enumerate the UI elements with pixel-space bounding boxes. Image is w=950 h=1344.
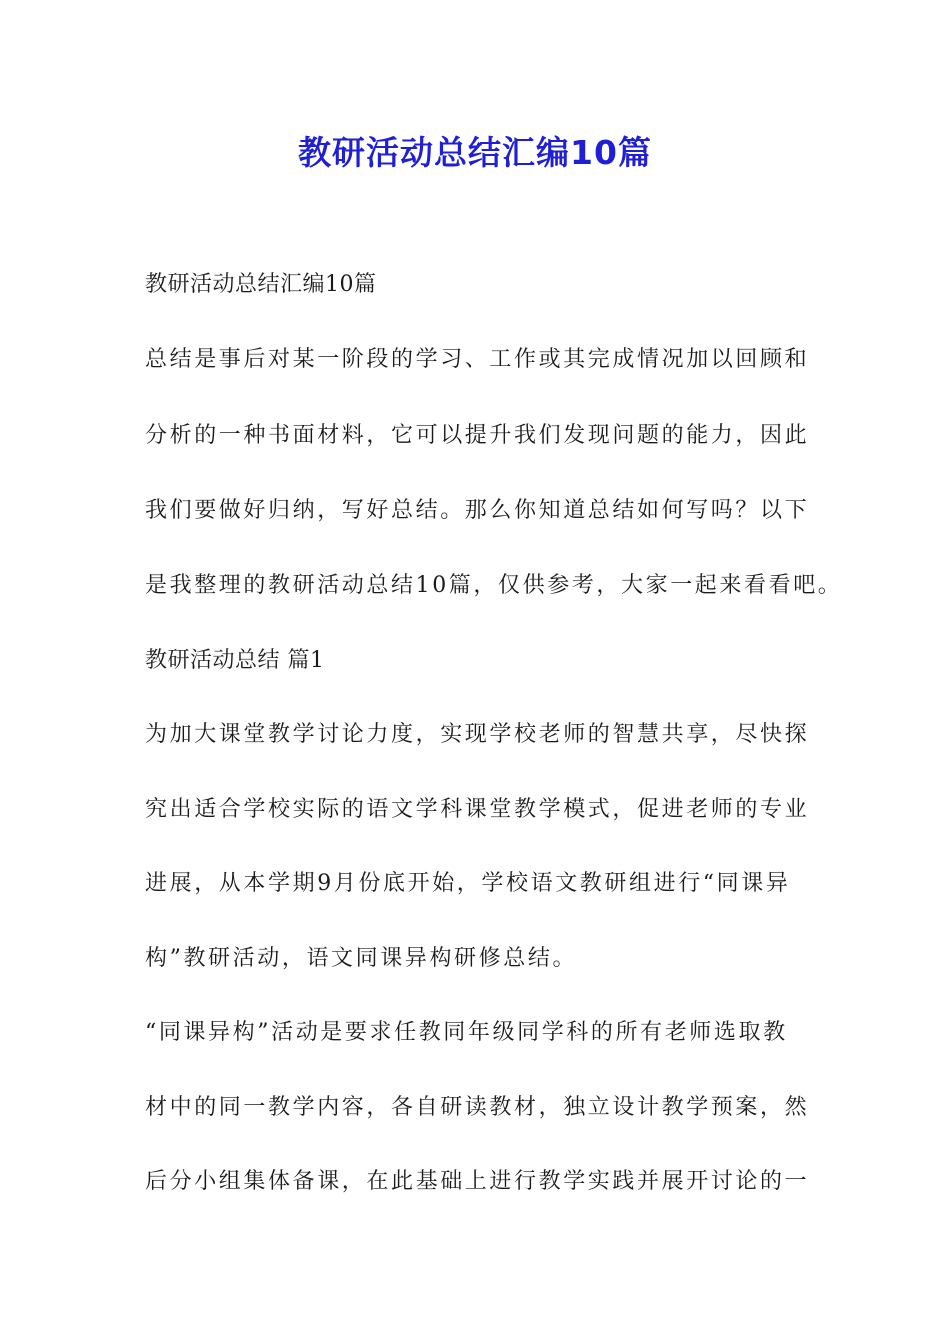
subtitle-line: 教研活动总结汇编10篇 [145, 272, 377, 297]
paragraph-line: 构”教研活动，语文同课异构研修总结。 [145, 946, 578, 971]
paragraph-line: 我们要做好归纳，写好总结。那么你知道总结如何写吗？以下 [145, 498, 810, 523]
section-heading: 教研活动总结 篇1 [145, 648, 325, 673]
paragraph-line: “同课异构”活动是要求任教同年级同学科的所有老师选取教 [145, 1020, 788, 1045]
paragraph-line: 为加大课堂教学讨论力度，实现学校老师的智慧共享，尽快探 [145, 722, 810, 747]
paragraph-line: 分析的一种书面材料，它可以提升我们发现问题的能力，因此 [145, 423, 810, 448]
document-title: 教研活动总结汇编10篇 [298, 133, 652, 172]
paragraph-line: 后分小组集体备课，在此基础上进行教学实践并展开讨论的一 [145, 1169, 810, 1194]
paragraph-line: 究出适合学校实际的语文学科课堂教学模式，促进老师的专业 [145, 797, 810, 822]
paragraph-line: 材中的同一教学内容，各自研读教材，独立设计教学预案，然 [145, 1095, 810, 1120]
paragraph-line: 进展，从本学期9月份底开始，学校语文教研组进行“同课异 [145, 871, 791, 896]
paragraph-line: 是我整理的教研活动总结10篇，仅供参考，大家一起来看看吧。 [145, 573, 843, 598]
paragraph-line: 总结是事后对某一阶段的学习、工作或其完成情况加以回顾和 [145, 347, 810, 372]
